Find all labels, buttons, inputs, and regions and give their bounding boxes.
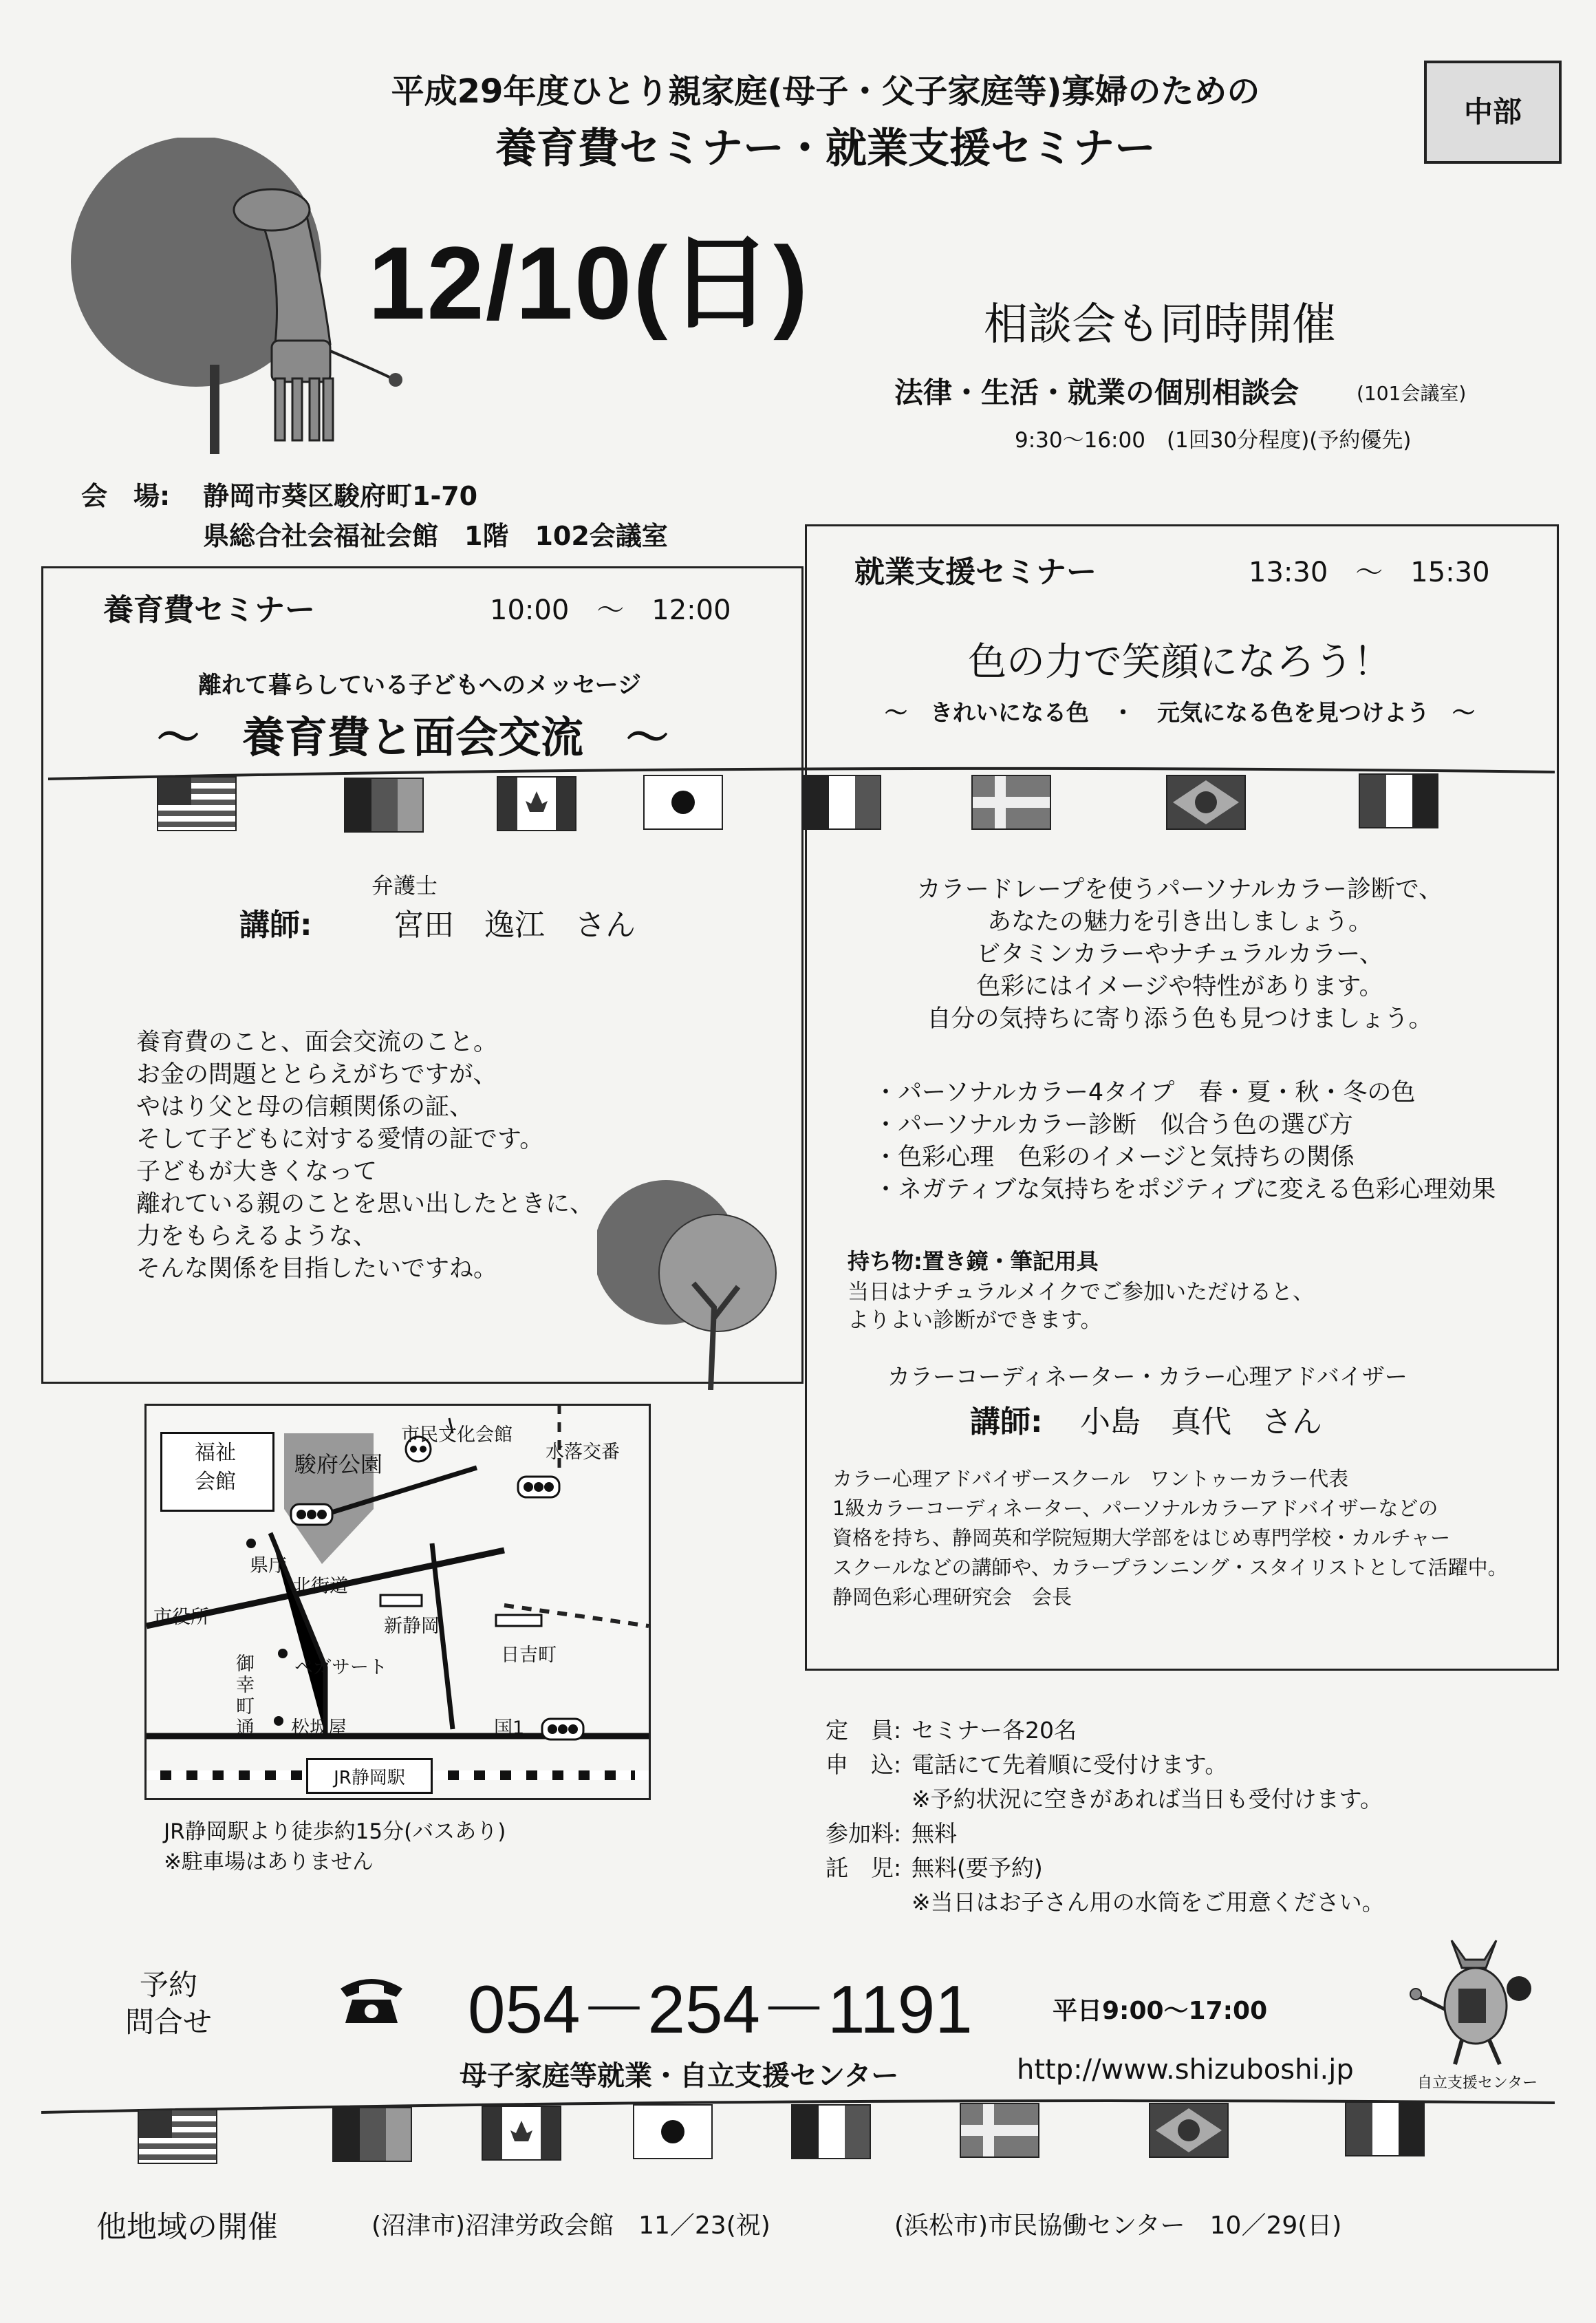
seminar2-lecturer-role: カラーコーディネーター・カラー心理アドバイザー — [887, 1363, 1408, 1390]
childcare-label: 託 児: — [826, 1854, 902, 1881]
seminar2-bring-note2: よりよい診断ができます。 — [848, 1308, 1102, 1333]
map-matsuzakaya: 松坂屋 — [291, 1717, 347, 1739]
kangaroo-mascot-icon — [1403, 1927, 1541, 2071]
website-link[interactable]: http://www.shizuboshi.jp — [1017, 2054, 1354, 2086]
seminar2-body — [819, 874, 1541, 1036]
seminar2-topic: 色の力で笑顔になろう！ — [968, 640, 1392, 685]
contact-label — [110, 1967, 227, 2041]
seminar2-body-line: ビタミンカラーやナチュラルカラー、 — [976, 941, 1383, 968]
access-map — [144, 1404, 651, 1800]
seminar1-lecturer-role: 弁護士 — [371, 873, 438, 899]
consult-title: 相談会も同時開催 — [984, 299, 1336, 350]
sweden-flag-icon — [971, 775, 1051, 830]
region-badge — [1424, 61, 1562, 164]
map-mizuochi: 水落交番 — [546, 1442, 620, 1463]
seminar1-body-line: そして子どもに対する愛情の証です。 — [136, 1126, 544, 1153]
seminar2-bullet: ・ネガティブな気持ちをポジティブに変える色彩心理効果 — [874, 1176, 1496, 1203]
info-block — [826, 1713, 1385, 1920]
seminar2-lecturer-name: 小島 真代 さん — [1080, 1404, 1322, 1439]
other-region-hamamatsu: (浜松市)市民協働センター 10／29(日) — [894, 2212, 1342, 2240]
usa-flag-icon — [157, 776, 237, 831]
seminar2-bullet: ・パーソナルカラー4タイプ 春・夏・秋・冬の色 — [874, 1079, 1416, 1106]
seminar1-lead: 離れて暮らしている子どもへのメッセージ — [198, 672, 641, 699]
business-hours: 平日9:00～17:00 — [1053, 1997, 1268, 2025]
other-regions-label: 他地域の開催 — [96, 2209, 278, 2245]
mascot-caption: 自立支援センター — [1417, 2075, 1538, 2092]
contact-label-line2: 問合せ — [125, 2005, 212, 2039]
canada-flag-icon — [497, 776, 576, 831]
seminar2-body-line: 色彩にはイメージや特性があります。 — [976, 973, 1383, 1000]
map-fukushi-label: 福祉 会館 — [195, 1441, 236, 1494]
event-date: 12/10(日) — [368, 225, 810, 341]
seminar2-profile-line: カラー心理アドバイザースクール ワントゥーカラー代表 — [832, 1467, 1349, 1490]
map-pegasart: ペガサート — [294, 1657, 387, 1678]
apply-note: ※予約状況に空きがあれば当日も受付けます。 — [912, 1786, 1383, 1812]
usa-flag-icon — [138, 2109, 217, 2164]
seminar1-body-line: 子どもが大きくなって — [136, 1158, 378, 1186]
region-badge-label: 中部 — [1463, 95, 1522, 129]
apply-label: 申 込: — [826, 1751, 902, 1778]
phone-number[interactable]: 054－254－1191 — [468, 1971, 973, 2047]
seminar2-time: 13:30 ～ 15:30 — [1249, 557, 1490, 588]
map-shinshizuoka: 新静岡 — [384, 1616, 440, 1637]
seminar1-body-line: そんな関係を目指したいですね。 — [136, 1255, 498, 1283]
seminar1-topic: ～ 養育費と面会交流 ～ — [156, 712, 669, 762]
seminar1-lecturer-label: 講師: — [239, 908, 312, 943]
seminar1-time: 10:00 ～ 12:00 — [490, 595, 731, 626]
small-trees-illustration — [597, 1170, 797, 1390]
consult-room: (101会議室) — [1357, 382, 1467, 405]
contact-label-line1: 予約 — [139, 1968, 197, 2002]
apply-value: 電話にて先着順に受付けます。 — [912, 1751, 1228, 1778]
france-flag-icon — [791, 2104, 871, 2159]
other-region-numazu: (沼津市)沼津労政会館 11／23(祝) — [371, 2212, 770, 2240]
japan-flag-icon — [633, 2104, 713, 2159]
seminar1-body — [136, 1027, 594, 1285]
seminar2-bring-note1: 当日はナチュラルメイクでご参加いただけると、 — [848, 1280, 1314, 1305]
canada-flag-icon — [482, 2106, 561, 2161]
map-bunka: 市民文化会館 — [401, 1424, 513, 1446]
seminar2-body-line: あなたの魅力を引き出しましょう。 — [986, 908, 1372, 936]
seminar2-bullets — [874, 1077, 1496, 1206]
capacity-value: セミナー各20名 — [912, 1717, 1077, 1744]
telephone-icon — [337, 1973, 406, 2025]
seminar1-body-line: やはり父と母の信頼関係の証、 — [136, 1093, 474, 1121]
seminar1-body-line: 養育費のこと、面会交流のこと。 — [136, 1029, 498, 1056]
map-shiyakusho: 市役所 — [153, 1607, 209, 1628]
seminar1-body-line: 力をもらえるような、 — [136, 1223, 378, 1250]
parking-note: ※駐車場はありません — [164, 1850, 374, 1874]
childcare-note: ※当日はお子さん用の水筒をご用意ください。 — [912, 1889, 1385, 1916]
childcare-value: 無料(要予約) — [912, 1854, 1043, 1881]
seminar2-profile-line: スクールなどの講師や、カラープランニング・スタイリストとして活躍中。 — [832, 1556, 1508, 1579]
germany-flag-icon — [344, 778, 424, 833]
venue-address: 静岡市葵区駿府町1-70 — [203, 481, 478, 511]
seminar1-body-line: 離れている親のことを思い出したときに、 — [136, 1190, 594, 1218]
seminar2-profile-line: 1級カラーコーディネーター、パーソナルカラーアドバイザーなどの — [832, 1497, 1438, 1520]
fee-value: 無料 — [912, 1820, 957, 1847]
header-subtitle: 平成29年度ひとり親家庭(母子・父子家庭等)寡婦のための — [391, 72, 1260, 111]
map-gokochodori: 御 幸 町 通 — [236, 1653, 255, 1739]
france-flag-icon — [801, 775, 881, 830]
seminar2-bring-label: 持ち物:置き鏡・筆記用具 — [848, 1248, 1099, 1274]
seminar2-profile-line: 静岡色彩心理研究会 会長 — [832, 1585, 1072, 1609]
venue-building: 県総合社会福祉会館 1階 102会議室 — [203, 521, 668, 551]
italy-flag-icon — [1345, 2101, 1425, 2156]
map-route1: 国1 — [494, 1717, 525, 1739]
map-hiyoshicho: 日吉町 — [501, 1645, 557, 1666]
seminar1-body-line: お金の問題ととらえがちですが、 — [136, 1061, 497, 1089]
venue-label: 会 場: — [81, 481, 171, 511]
japan-flag-icon — [643, 775, 723, 830]
seminar2-body-line: 自分の気持ちに寄り添う色も見つけましょう。 — [927, 1005, 1433, 1033]
organization-name: 母子家庭等就業・自立支援センター — [460, 2060, 899, 2092]
header-title: 養育費セミナー・就業支援セミナー — [495, 125, 1156, 173]
consult-time: 9:30～16:00 (1回30分程度)(予約優先) — [1015, 428, 1412, 453]
map-kencho: 県庁 — [250, 1555, 287, 1576]
tree-giraffe-illustration — [34, 138, 420, 454]
seminar2-bullet: ・パーソナルカラー診断 似合う色の選び方 — [874, 1111, 1353, 1139]
seminar2-bullet: ・色彩心理 色彩のイメージと気持ちの関係 — [874, 1144, 1355, 1171]
italy-flag-icon — [1359, 773, 1438, 828]
map-sunpu-park: 駿府公園 — [294, 1451, 383, 1477]
fee-label: 参加料: — [826, 1820, 902, 1847]
seminar2-profile-line: 資格を持ち、静岡英和学院短期大学部をはじめ専門学校・カルチャー — [832, 1526, 1451, 1550]
access-note: JR静岡駅より徒歩約15分(バスあり) — [164, 1819, 506, 1844]
seminar1-title: 養育費セミナー — [103, 592, 315, 628]
map-kitakaido: 北街道 — [292, 1576, 348, 1597]
sweden-flag-icon — [960, 2103, 1039, 2158]
seminar2-body-line: カラードレープを使うパーソナルカラー診断で、 — [916, 876, 1443, 903]
seminar2-profile — [832, 1464, 1508, 1612]
map-station-label: JR静岡駅 — [334, 1768, 405, 1788]
seminar2-lecturer-label: 講師: — [970, 1404, 1043, 1439]
seminar2-sub: ～ きれいになる色 ・ 元気になる色を見つけよう ～ — [885, 699, 1475, 726]
seminar1-lecturer-name: 宮田 逸江 さん — [393, 908, 636, 943]
seminar2-title: 就業支援セミナー — [854, 555, 1097, 590]
consult-subtitle: 法律・生活・就業の個別相談会 — [894, 376, 1300, 409]
capacity-label: 定 員: — [826, 1717, 902, 1744]
germany-flag-icon — [332, 2107, 412, 2162]
brazil-flag-icon — [1166, 775, 1246, 830]
brazil-flag-icon — [1149, 2103, 1229, 2158]
